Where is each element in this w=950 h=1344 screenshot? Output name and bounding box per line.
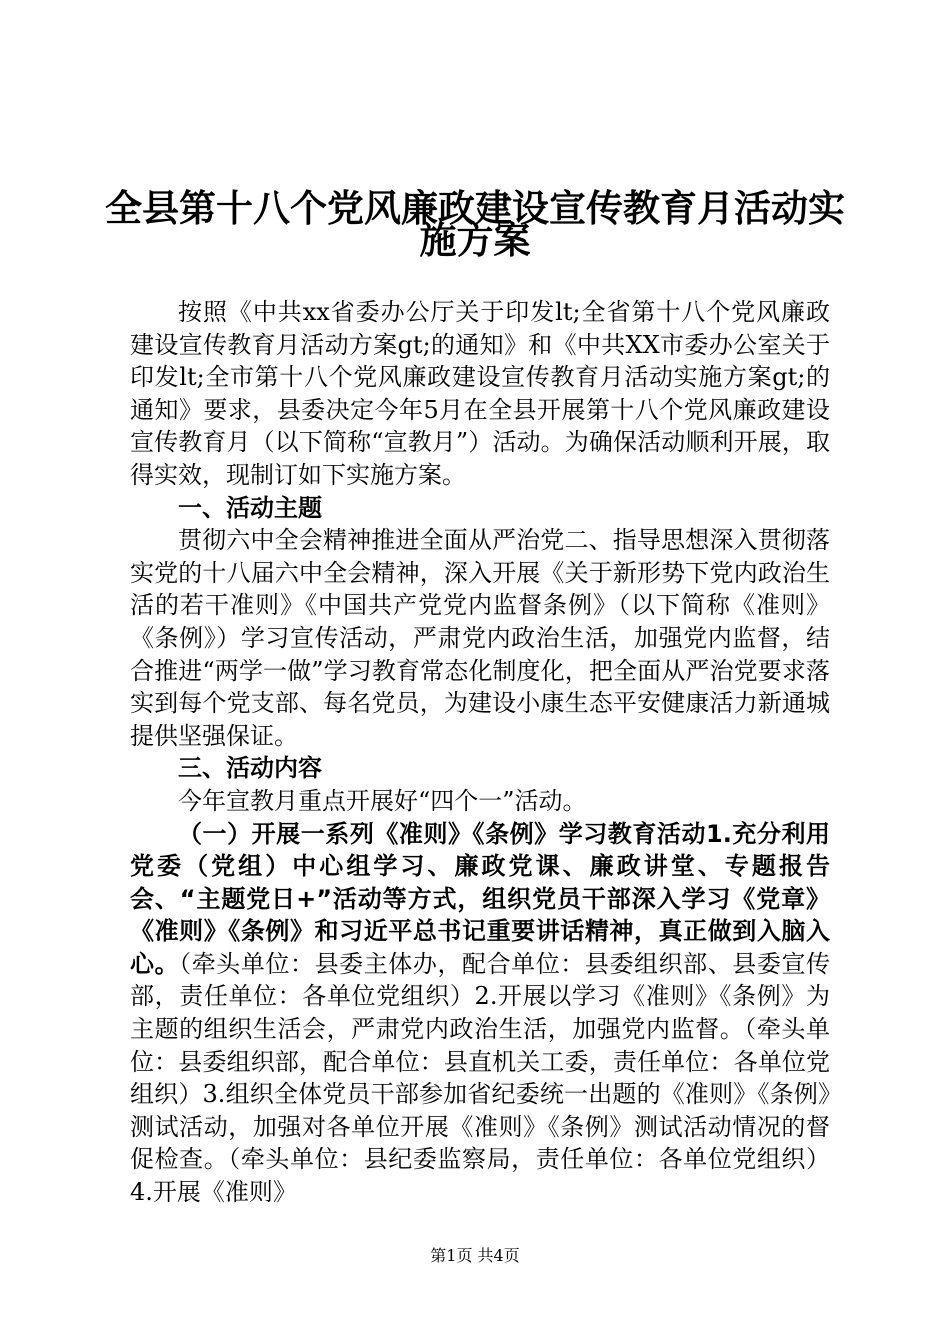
- item-one-bold-text: （一）开展一系列《准则》《条例》学习教育活动1.充分利用党委（党组）中心组学习、廉政党课、廉政讲堂、专题报告会、“主题党日+”活动等方式，组织党员干部深入学习《党章》《准则》《条例》和习近平总书记重要讲话精神，真正做到入脑入心。: [130, 819, 830, 978]
- page-number-footer: 第1页 共4页: [430, 1246, 520, 1265]
- item-one-paragraph: [130, 818, 830, 1209]
- intro-paragraph: 按照《中共xx省委办公厅关于印发lt;全省第十八个党风廉政建设宣传教育月活动方案gt;的通知》和《中共XX市委办公室关于印发lt;全市第十八个党风廉政建设宣传教育月活动实施方案gt;的通知》要求，县委决定今年5月在全县开展第十八个党风廉政建设宣传教育月（以下简称“宣教月”）活动。为确保活动顺利开展，取得实效，现制订如下实施方案。: [130, 298, 830, 489]
- section-heading-content: 三、活动内容: [178, 754, 322, 783]
- content-intro-paragraph: 今年宣教月重点开展好“四个一”活动。: [178, 786, 587, 815]
- document-title-line-2: 施方案: [419, 218, 531, 262]
- section-heading-theme: 一、活动主题: [178, 493, 322, 522]
- document-title-line-1: 全县第十八个党风廉政建设宣传教育月活动实: [105, 186, 845, 230]
- theme-paragraph: 贯彻六中全会精神推进全面从严治党二、指导思想深入贯彻落实党的十八届六中全会精神，深入开展《关于新形势下党内政治生活的若干准则》《中国共产党党内监督条例》（以下简称《准则》《条例》）学习宣传活动，严肃党内政治生活，加强党内监督，结合推进“两学一做”学习教育常态化制度化，把全面从严治党要求落实到每个党支部、每名党员，为建设小康生态平安健康活力新通城提供坚强保证。: [130, 526, 830, 750]
- document-body: [130, 296, 830, 1209]
- item-one-regular-text: （牵头单位：县委主体办，配合单位：县委组织部、县委宣传部，责任单位：各单位党组织）2.开展以学习《准则》《条例》为主题的组织生活会，严肃党内政治生活，加强党内监督。（牵头单位：县委组织部，配合单位：县直机关工委，责任单位：各单位党组织）3.组织全体党员干部参加省纪委统一出题的《准则》《条例》测试活动，加强对各单位开展《准则》《条例》测试活动情况的督促检查。（牵头单位：县纪委监察局，责任单位：各单位党组织）4.开展《准则》: [130, 949, 831, 1207]
